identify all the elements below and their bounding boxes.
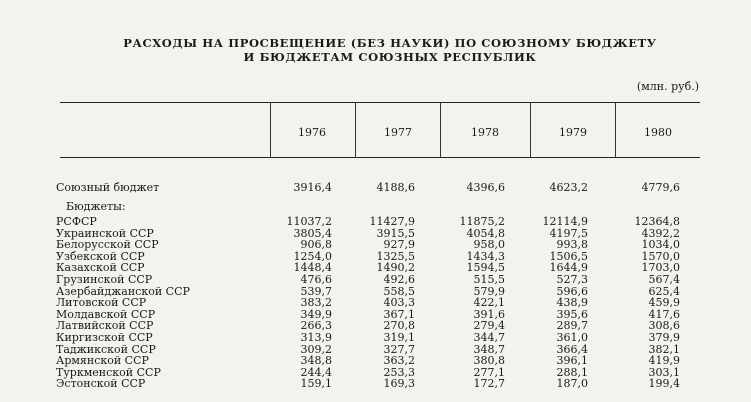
cell-1980: 12364,8 (634, 215, 680, 228)
row-name: Украинской ССР (56, 226, 154, 240)
cell-1979: 289,7 (556, 319, 588, 333)
year-header-1979: 1979 (559, 126, 587, 139)
row-name: Эстонской ССР (56, 377, 146, 391)
units-note: (млн. руб.) (636, 80, 699, 93)
row-name: Белорусской ССР (56, 238, 159, 252)
column-divider (530, 102, 531, 157)
cell-1979: 1506,5 (549, 249, 588, 263)
cell-1980: 303,1 (648, 365, 680, 379)
cell-1977: 363,2 (383, 354, 415, 368)
cell-1980: 567,4 (648, 273, 680, 286)
column-divider (355, 102, 356, 157)
title-line-2: И БЮДЖЕТАМ СОЮЗНЫХ РЕСПУБЛИК (243, 50, 537, 64)
cell-1977: 11427,9 (369, 215, 415, 228)
header-bottom-rule (60, 157, 700, 158)
cell-1979: 596,6 (556, 284, 588, 298)
cell-1977: 3915,5 (376, 226, 415, 240)
cell-1979: 395,6 (556, 307, 588, 321)
cell-1977: 169,3 (383, 377, 415, 391)
cell-1976: 3805,4 (293, 226, 332, 240)
cell-1979: 438,9 (556, 296, 588, 310)
cell-1976: 1254,0 (293, 249, 332, 263)
row-name: Казахской ССР (56, 261, 145, 275)
cell-1976: 383,2 (300, 296, 332, 310)
cell-1978: 4396,6 (466, 181, 505, 194)
budgets-label: Бюджеты: (66, 200, 126, 213)
row-name: Латвийской ССР (56, 319, 154, 333)
row-name: Молдавской ССР (56, 307, 156, 321)
cell-1977: 403,3 (383, 296, 415, 310)
cell-1977: 367,1 (383, 307, 415, 321)
cell-1977: 558,5 (383, 284, 415, 298)
cell-1977: 492,6 (383, 273, 415, 286)
cell-1979: 4197,5 (549, 226, 588, 240)
cell-1979: 361,0 (556, 331, 588, 344)
title-line-1: РАСХОДЫ НА ПРОСВЕЩЕНИЕ (БЕЗ НАУКИ) ПО СОЮЗНОМУ БЮДЖЕТУ (123, 36, 657, 50)
cell-1976: 159,1 (300, 377, 332, 391)
cell-1976: 11037,2 (286, 215, 332, 228)
cell-1977: 927,9 (383, 238, 415, 252)
cell-1980: 199,4 (648, 377, 680, 391)
cell-1980: 459,9 (648, 296, 680, 310)
cell-1979: 527,3 (556, 273, 588, 286)
union-budget-row (0, 182, 751, 194)
cell-1978: 279,4 (473, 319, 505, 333)
row-name: Союзный бюджет (56, 181, 160, 194)
table-top-rule (60, 102, 700, 103)
cell-1976: 349,9 (300, 307, 332, 321)
cell-1980: 4392,2 (641, 226, 680, 240)
row-name: Туркменской ССР (56, 365, 161, 379)
cell-1979: 1644,9 (549, 261, 588, 275)
cell-1979: 4623,2 (549, 181, 588, 194)
row-name: Узбекской ССР (56, 249, 145, 263)
cell-1979: 187,0 (556, 377, 588, 391)
cell-1976: 313,9 (300, 331, 332, 344)
cell-1980: 379,9 (648, 331, 680, 344)
cell-1978: 1434,3 (466, 249, 505, 263)
cell-1980: 4779,6 (641, 181, 680, 194)
cell-1979: 288,1 (556, 365, 588, 379)
cell-1978: 344,7 (473, 331, 505, 344)
cell-1976: 906,8 (300, 238, 332, 252)
cell-1976: 3916,4 (293, 181, 332, 194)
cell-1979: 396,1 (556, 354, 588, 368)
year-header-1978: 1978 (471, 126, 499, 139)
cell-1980: 417,6 (648, 307, 680, 321)
row-name: Таджикской ССР (56, 342, 156, 356)
cell-1978: 172,7 (473, 377, 505, 391)
table-row (0, 378, 751, 390)
year-header-1976: 1976 (298, 126, 326, 139)
cell-1978: 579,9 (473, 284, 505, 298)
cell-1978: 380,8 (473, 354, 505, 368)
cell-1977: 1490,2 (376, 261, 415, 275)
cell-1980: 382,1 (648, 342, 680, 356)
cell-1978: 4054,8 (466, 226, 505, 240)
cell-1977: 4188,6 (376, 181, 415, 194)
cell-1978: 391,6 (473, 307, 505, 321)
row-name: Грузинской ССР (56, 273, 153, 286)
cell-1978: 515,5 (473, 273, 505, 286)
column-divider (615, 102, 616, 157)
cell-1977: 1325,5 (376, 249, 415, 263)
cell-1976: 244,4 (300, 365, 332, 379)
cell-1977: 253,3 (383, 365, 415, 379)
cell-1978: 348,7 (473, 342, 505, 356)
cell-1978: 277,1 (473, 365, 505, 379)
cell-1979: 366,4 (556, 342, 588, 356)
row-name: РСФСР (56, 215, 97, 228)
cell-1978: 422,1 (473, 296, 505, 310)
cell-1976: 266,3 (300, 319, 332, 333)
cell-1980: 1703,0 (641, 261, 680, 275)
cell-1979: 12114,9 (542, 215, 588, 228)
column-divider (270, 102, 271, 157)
cell-1978: 958,0 (473, 238, 505, 252)
cell-1980: 419,9 (648, 354, 680, 368)
cell-1980: 308,6 (648, 319, 680, 333)
cell-1977: 327,7 (383, 342, 415, 356)
cell-1980: 1570,0 (641, 249, 680, 263)
row-name: Армянской ССР (56, 354, 149, 368)
cell-1980: 1034,0 (641, 238, 680, 252)
cell-1980: 625,4 (648, 284, 680, 298)
year-header-1977: 1977 (384, 126, 412, 139)
year-header-1980: 1980 (644, 126, 672, 139)
cell-1976: 539,7 (300, 284, 332, 298)
cell-1976: 1448,4 (293, 261, 332, 275)
table-title (60, 36, 720, 64)
cell-1979: 993,8 (556, 238, 588, 252)
cell-1977: 319,1 (383, 331, 415, 344)
cell-1976: 476,6 (300, 273, 332, 286)
cell-1976: 348,8 (300, 354, 332, 368)
cell-1978: 11875,2 (459, 215, 505, 228)
row-name: Литовской ССР (56, 296, 147, 310)
cell-1976: 309,2 (300, 342, 332, 356)
row-name: Азербайджанской ССР (56, 284, 190, 298)
column-divider (440, 102, 441, 157)
cell-1978: 1594,5 (466, 261, 505, 275)
row-name: Киргизской ССР (56, 331, 153, 344)
cell-1977: 270,8 (383, 319, 415, 333)
